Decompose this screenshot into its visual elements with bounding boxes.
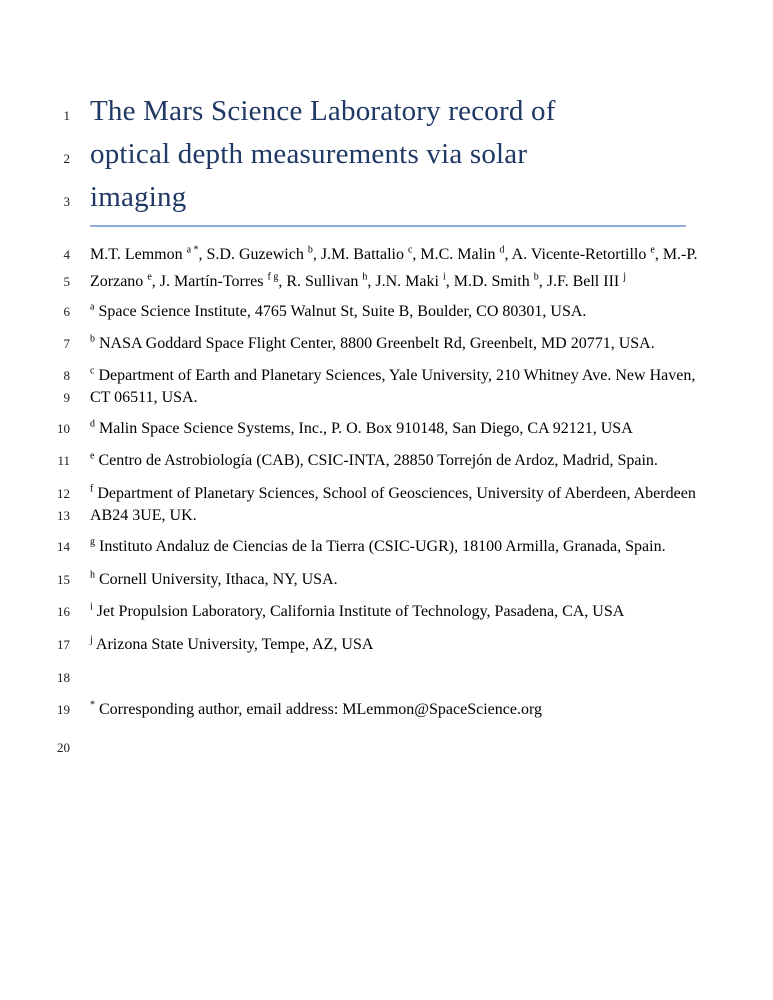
line-number-19: 19 — [57, 702, 70, 717]
title-row-2 — [0, 135, 773, 178]
line-number-13: 13 — [57, 508, 70, 523]
line-number-5: 5 — [63, 274, 70, 289]
corresponding-author-text: * Corresponding author, email address: MLemmon@SpaceScience.org — [90, 699, 543, 718]
affiliation-c-line-1 — [0, 365, 773, 387]
affiliation-e — [0, 450, 773, 472]
affiliation-c-line-2 — [0, 387, 773, 409]
blank-line-18 — [0, 667, 773, 689]
line-number-11: 11 — [57, 453, 70, 468]
author-list-part-1: M.T. Lemmon $^{a *}$, S.D. Guzewich $^b$, J.M. Battalio $^c$, M.C. Malin $^d$, A. Vicente-Retortillo $^e$, M.-P. — [90, 244, 698, 263]
line-number-16: 16 — [57, 604, 70, 619]
title-block — [0, 92, 773, 221]
title-row-3 — [0, 178, 773, 221]
line-number-20: 20 — [57, 740, 70, 755]
line-number-14: 14 — [57, 539, 70, 554]
affiliation-g-text: $^g$ Instituto Andaluz de Ciencias de la Tierra (CSIC-UGR), 18100 Armilla, Granada, Spain. — [90, 536, 666, 555]
affiliation-j-text: $^j$ Arizona State University, Tempe, AZ, USA — [90, 634, 374, 653]
line-number-17: 17 — [57, 637, 70, 652]
line-number-4: 4 — [63, 247, 70, 262]
affiliation-f-line-2 — [0, 505, 773, 527]
line-number-18: 18 — [57, 670, 70, 685]
affiliation-h-text: $^h$ Cornell University, Ithaca, NY, USA. — [90, 569, 338, 588]
affiliation-a — [0, 301, 773, 323]
author-line-2 — [0, 268, 773, 295]
author-line-1 — [0, 241, 773, 268]
line-number-3: 3 — [63, 194, 70, 209]
affiliation-f-text-1: $^f$ Department of Planetary Sciences, School of Geosciences, University of Aberdeen, Aberdeen — [90, 483, 696, 502]
paper-title-line-1: The Mars Science Laboratory record of — [90, 95, 556, 127]
affiliation-f-text-2: AB24 3UE, UK. — [90, 507, 197, 524]
line-number-2: 2 — [63, 151, 70, 166]
line-number-1: 1 — [63, 108, 70, 123]
affiliation-j — [0, 634, 773, 656]
affiliation-d — [0, 418, 773, 440]
affiliation-h — [0, 569, 773, 591]
blank-line-20 — [0, 737, 773, 759]
affiliation-c-text-2: CT 06511, USA. — [90, 389, 198, 406]
line-number-12: 12 — [57, 486, 70, 501]
title-underline-rule — [90, 225, 686, 227]
front-matter — [0, 241, 773, 759]
line-number-7: 7 — [63, 336, 70, 351]
paper-title-line-3: imaging — [90, 181, 187, 213]
line-number-10: 10 — [57, 421, 70, 436]
affiliation-b — [0, 333, 773, 355]
affiliation-d-text: $^d$ Malin Space Science Systems, Inc., P. O. Box 910148, San Diego, CA 92121, USA — [90, 418, 633, 437]
affiliation-b-text: $^b$ NASA Goddard Space Flight Center, 8800 Greenbelt Rd, Greenbelt, MD 20771, USA. — [90, 333, 655, 352]
author-list-part-2: Zorzano $^e$, J. Martín-Torres $^{f g}$, R. Sullivan $^h$, J.N. Maki $^i$, M.D. Smith $^b$, J.F. Bell III $^j$ — [90, 271, 627, 290]
line-number-8: 8 — [63, 368, 70, 383]
line-number-15: 15 — [57, 572, 70, 587]
affiliation-c-text-1: $^c$ Department of Earth and Planetary Sciences, Yale University, 210 Whitney Ave. New Haven, — [90, 365, 696, 384]
corresponding-author-line — [0, 699, 773, 721]
affiliation-g — [0, 536, 773, 558]
paper-title-line-2: optical depth measurements via solar — [90, 138, 528, 170]
line-number-6: 6 — [63, 304, 70, 319]
affiliation-e-text: $^e$ Centro de Astrobiología (CAB), CSIC-INTA, 28850 Torrejón de Ardoz, Madrid, Spain. — [90, 450, 658, 469]
line-number-9: 9 — [63, 390, 70, 405]
affiliation-i-text: $^i$ Jet Propulsion Laboratory, California Institute of Technology, Pasadena, CA, USA — [90, 601, 625, 620]
affiliation-i — [0, 601, 773, 623]
title-row-1 — [0, 92, 773, 135]
affiliation-f-line-1 — [0, 483, 773, 505]
affiliation-a-text: $^a$ Space Science Institute, 4765 Walnut St, Suite B, Boulder, CO 80301, USA. — [90, 301, 587, 320]
